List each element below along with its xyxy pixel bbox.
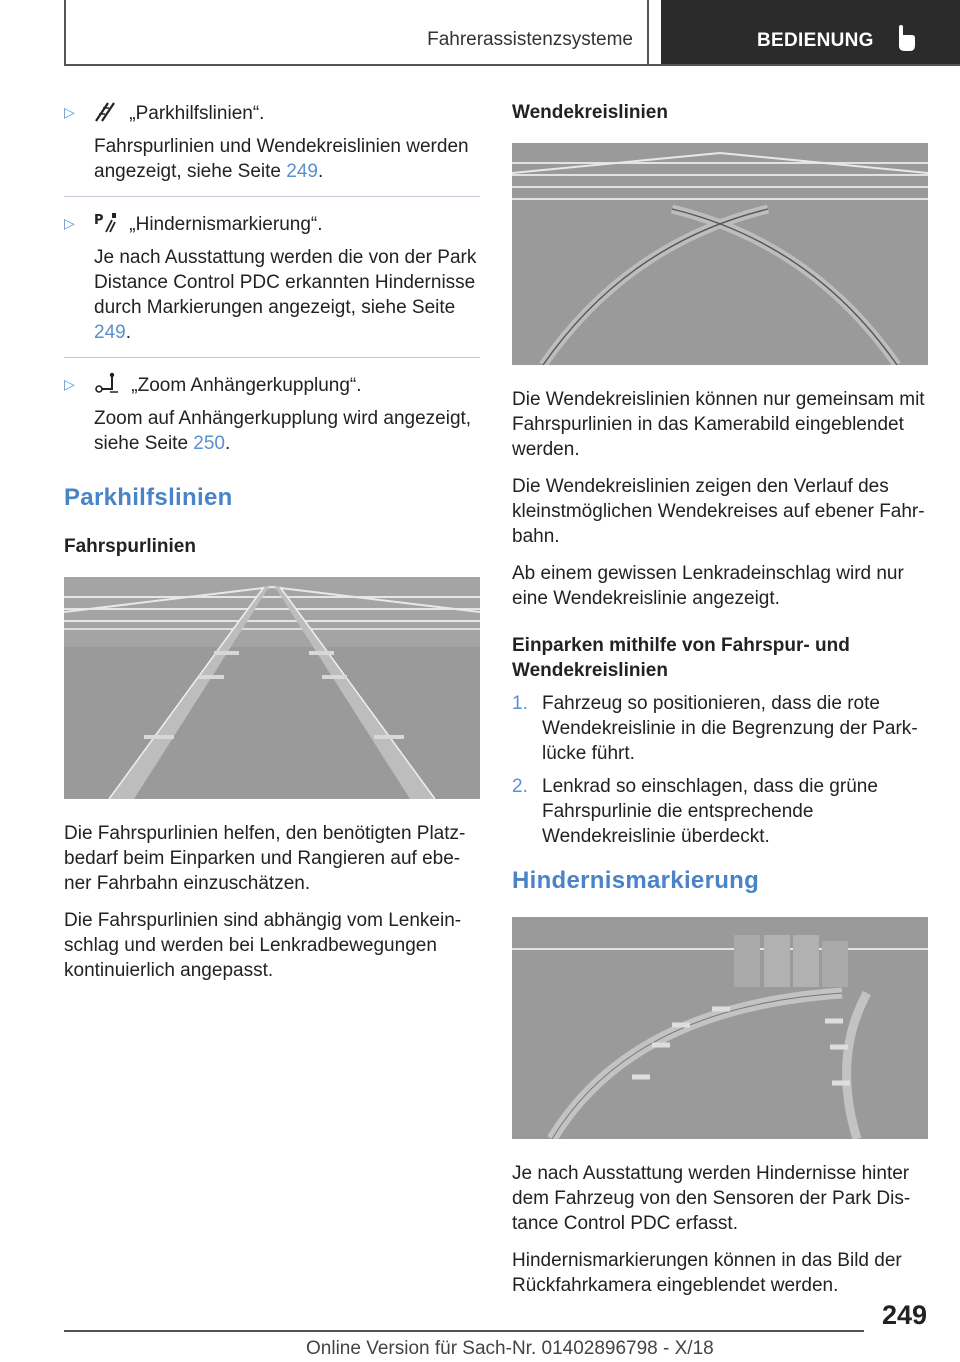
bullet-divider bbox=[64, 196, 480, 197]
paragraph: Die Fahrspurlinien helfen, den benötigten Platzbedarf beim Einparken und Rangieren auf ebener Fahrbahn einzuschätzen. bbox=[64, 823, 466, 894]
paragraph: Ab einem gewissen Lenkradeinschlag wird nur eine Wendekreislinie angezeigt. bbox=[512, 563, 904, 609]
page-link[interactable]: 249 bbox=[286, 161, 318, 182]
bullet-text: Zoom auf Anhängerkupplung wird angezeigt, siehe Seite 250. bbox=[94, 408, 472, 454]
header-section-box bbox=[64, 0, 649, 64]
bullet-parkhilfslinien bbox=[64, 100, 480, 184]
paragraph: Je nach Ausstattung werden Hindernisse hinter dem Fahrzeug von den Sensoren der Park Distance Control PDC erfasst. bbox=[512, 1163, 911, 1234]
header-rule bbox=[64, 64, 960, 66]
bullet-triangle-icon: ▷ bbox=[64, 215, 75, 231]
page-link[interactable]: 250 bbox=[193, 433, 225, 454]
obstacle-marking-figure bbox=[512, 917, 928, 1139]
hand-pointer-icon bbox=[895, 24, 917, 52]
bullet-text: Je nach Ausstattung werden die von der Park Distance Control PDC erkannten Hindernisse durch Markierungen angezeigt, siehe Seite 249. bbox=[94, 247, 477, 343]
paragraph: Die Wendekreislinien können nur gemeinsam mit Fahrspurlinien in das Kamerabild eingeblendet werden. bbox=[512, 389, 925, 460]
heading-parkhilfslinien: Parkhilfslinien bbox=[64, 484, 233, 511]
header-section-title: Fahrerassistenzsysteme bbox=[427, 29, 633, 50]
trailer-hitch-icon bbox=[94, 372, 120, 394]
paragraph: Die Fahrspurlinien sind abhängig vom Lenkeinschlag und werden bei Lenkradbewegungen kontinuierlich angepasst. bbox=[64, 910, 462, 981]
subheading-einparken: Einparken mithilfe von Fahrspur- und Wendekreislinien bbox=[512, 635, 850, 681]
obstacle-marking-icon bbox=[94, 211, 118, 233]
page-link[interactable]: 249 bbox=[94, 322, 126, 343]
parking-lines-icon bbox=[94, 100, 118, 122]
list-item: 2. Lenkrad so einschlagen, dass die grüne Fahrspurlinie die entsprechende Wendekreislinie überdeckt. bbox=[512, 776, 878, 847]
header-chapter-label: BEDIENUNG bbox=[757, 30, 874, 51]
bullet-triangle-icon: ▷ bbox=[64, 104, 75, 120]
steps-list bbox=[512, 691, 928, 849]
lane-lines-figure bbox=[64, 577, 480, 799]
footer-rule bbox=[64, 1330, 864, 1332]
paragraph: Die Wendekreislinien zeigen den Verlauf des kleinstmöglichen Wendekreises auf ebener Fahrbahn. bbox=[512, 476, 925, 547]
bullet-title: „Hindernismarkierung“. bbox=[129, 214, 323, 235]
subheading-wendekreislinien: Wendekreislinien bbox=[512, 102, 668, 123]
bullet-title: „Zoom Anhängerkupplung“. bbox=[131, 375, 362, 396]
list-item: 1. Fahrzeug so positionieren, dass die rote Wendekreislinie in die Begrenzung der Parklücke führt. bbox=[512, 693, 918, 764]
svg-text:P: P bbox=[94, 213, 104, 228]
header-chapter-tab bbox=[661, 0, 960, 64]
page-number: 249 bbox=[881, 1300, 927, 1330]
heading-hindernismarkierung: Hindernismarkierung bbox=[512, 867, 760, 894]
bullet-title: „Parkhilfslinien“. bbox=[129, 103, 265, 124]
turning-circle-figure bbox=[512, 143, 928, 365]
subheading-fahrspurlinien: Fahrspurlinien bbox=[64, 536, 196, 557]
bullet-divider bbox=[64, 357, 480, 358]
right-column bbox=[512, 100, 928, 1310]
paragraph: Hindernismarkierungen können in das Bild der Rückfahrkamera eingeblendet werden. bbox=[512, 1250, 902, 1296]
footer-text: Online Version für Sach-Nr. 01402896798 - X/18 bbox=[306, 1338, 714, 1359]
left-column bbox=[64, 100, 480, 995]
bullet-text: Fahrspurlinien und Wendekreislinien werden angezeigt, siehe Seite 249. bbox=[94, 136, 469, 182]
bullet-zoom-anhaengerkupplung bbox=[64, 372, 480, 456]
bullet-triangle-icon: ▷ bbox=[64, 376, 75, 392]
bullet-hindernismarkierung bbox=[64, 211, 480, 345]
